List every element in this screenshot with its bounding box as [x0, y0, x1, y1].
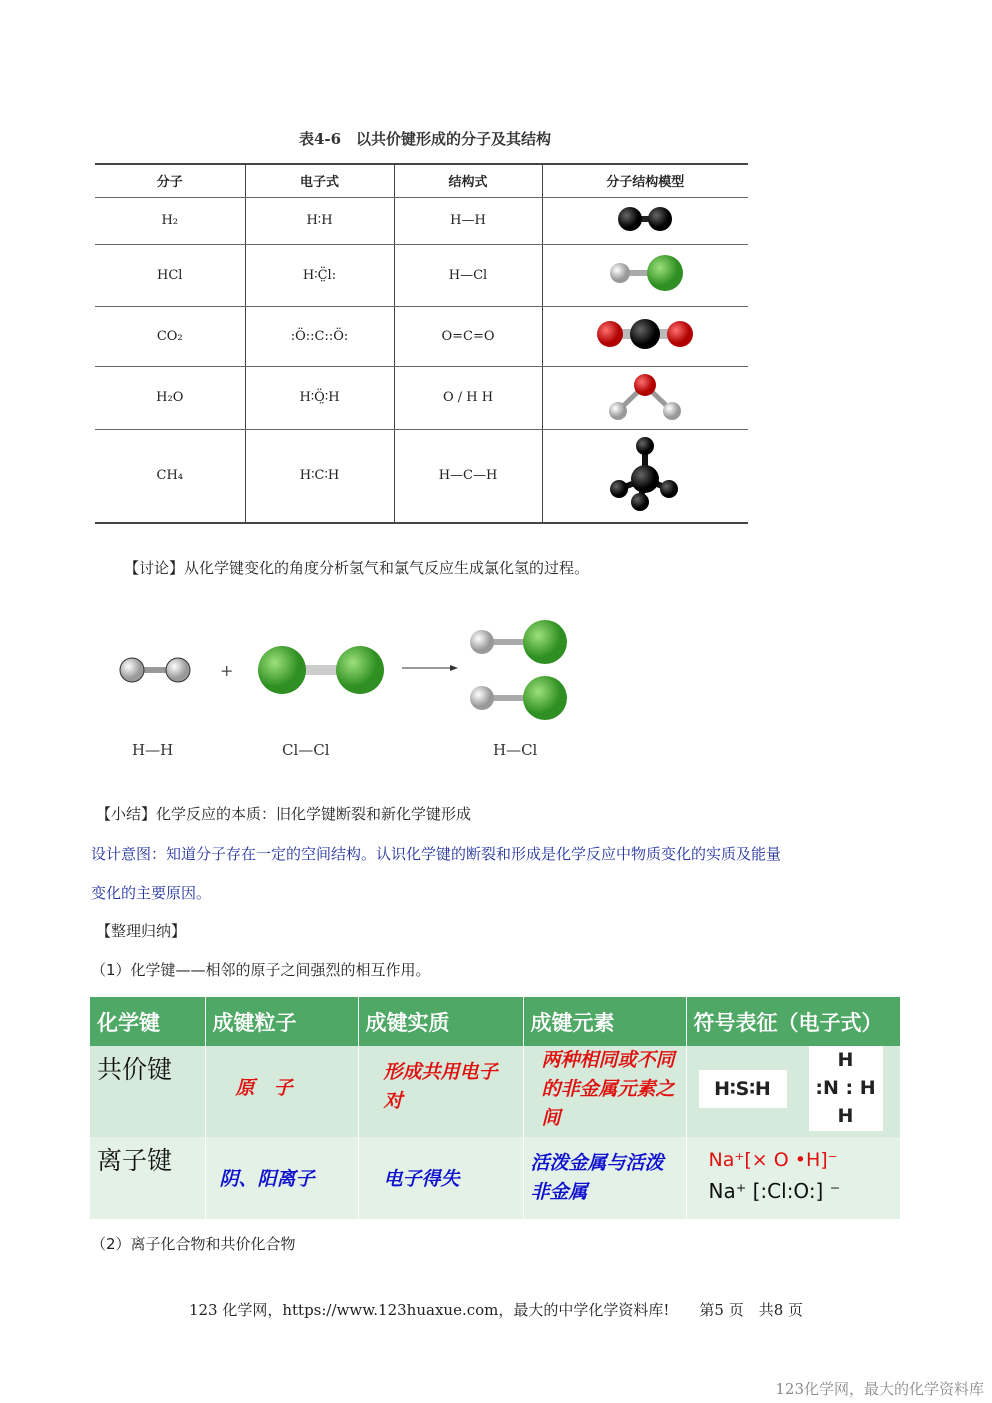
label-hh: H—H — [132, 741, 174, 759]
cell: O=C=O — [394, 306, 542, 366]
h2-model — [542, 197, 748, 244]
organize-heading: 【整理归纳】 — [96, 922, 187, 940]
ch4-model — [542, 429, 748, 523]
header: 电子式 — [245, 164, 394, 197]
table-caption: 表4-6 以共价键形成的分子及其结构 — [298, 130, 552, 148]
header: 符号表征（电子式） — [686, 997, 901, 1046]
bond-table — [90, 997, 901, 1219]
cell: 两种相同或不同的非金属元素之间 — [523, 1046, 686, 1137]
co2-model — [542, 306, 748, 366]
cell: H∶Ö̤∶H — [245, 366, 394, 429]
text: :N : H — [815, 1077, 876, 1099]
cell — [686, 1137, 901, 1219]
label-hcl: H—Cl — [493, 741, 538, 759]
table-row — [95, 429, 748, 523]
plus-sign: + — [220, 661, 234, 680]
cell: H∶H — [245, 197, 394, 244]
header: 分子结构模型 — [542, 164, 748, 197]
table-row — [90, 1046, 901, 1137]
hcl-model — [542, 244, 748, 306]
table-row — [95, 197, 748, 244]
cell — [686, 1046, 901, 1137]
cell: 形成共用电子对 — [358, 1046, 523, 1137]
cell: H₂O — [95, 366, 245, 429]
watermark: 123化学网，最大的化学资料库 — [775, 1380, 984, 1398]
text: H — [837, 1105, 854, 1127]
cell: H₂ — [95, 197, 245, 244]
cell: 原 子 — [205, 1046, 358, 1137]
table-row — [95, 244, 748, 306]
table-row — [95, 366, 748, 429]
cell: 活泼金属与活泼非金属 — [523, 1137, 686, 1219]
header: 结构式 — [394, 164, 542, 197]
cell: :Ö::C::Ö: — [245, 306, 394, 366]
naoh-formula: Na⁺[× O •H]⁻ — [708, 1149, 838, 1171]
discussion-text: 【讨论】从化学键变化的角度分析氢气和氯气反应生成氯化氢的过程。 — [124, 559, 590, 577]
h2-molecule — [120, 658, 190, 682]
point-1: （1）化学键——相邻的原子之间强烈的相互作用。 — [91, 961, 431, 979]
cell: CO₂ — [95, 306, 245, 366]
point-2: （2）离子化合物和共价化合物 — [91, 1235, 296, 1253]
cell: H∶C∶H — [245, 429, 394, 523]
design-intent: 设计意图：知道分子存在一定的空间结构。认识化学键的断裂和形成是化学反应中物质变化的实质及能量 — [91, 845, 782, 863]
cell: H—H — [394, 197, 542, 244]
design-intent-cont: 变化的主要原因。 — [91, 884, 212, 902]
h2o-model — [542, 366, 748, 429]
arrow-icon — [402, 665, 458, 671]
bond-name: 离子键 — [90, 1137, 205, 1219]
cell: H∶C̤̈l: — [245, 244, 394, 306]
cell: H—C—H — [394, 429, 542, 523]
cl2-molecule — [258, 646, 384, 694]
naclo-formula: Na⁺ [:Cl:O:] ⁻ — [708, 1179, 841, 1203]
header: 成键实质 — [358, 997, 523, 1046]
hcl-molecule — [470, 620, 567, 664]
summary-text: 【小结】化学反应的本质：旧化学键断裂和新化学键形成 — [96, 805, 472, 823]
h2s-formula: H∶S∶H — [699, 1070, 787, 1108]
cell: 电子得失 — [358, 1137, 523, 1219]
header: 分子 — [95, 164, 245, 197]
nh3-formula — [809, 1046, 883, 1131]
cell: CH₄ — [95, 429, 245, 523]
header: 成键元素 — [523, 997, 686, 1046]
cell: 阴、阳离子 — [205, 1137, 358, 1219]
cell: H—Cl — [394, 244, 542, 306]
header: 成键粒子 — [205, 997, 358, 1046]
hcl-molecule — [470, 676, 567, 720]
table-row — [95, 306, 748, 366]
molecule-table — [95, 163, 748, 524]
header: 化学键 — [90, 997, 205, 1046]
reaction-diagram — [110, 610, 590, 770]
bond-name: 共价键 — [90, 1046, 205, 1137]
cell: HCl — [95, 244, 245, 306]
footer: 123 化学网，https://www.123huaxue.com，最大的中学化学资料库! 第5 页 共8 页 — [188, 1301, 804, 1319]
table-row — [90, 1137, 901, 1219]
label-clcl: Cl—Cl — [282, 741, 330, 759]
text: H — [837, 1049, 854, 1071]
cell: O / H H — [394, 366, 542, 429]
